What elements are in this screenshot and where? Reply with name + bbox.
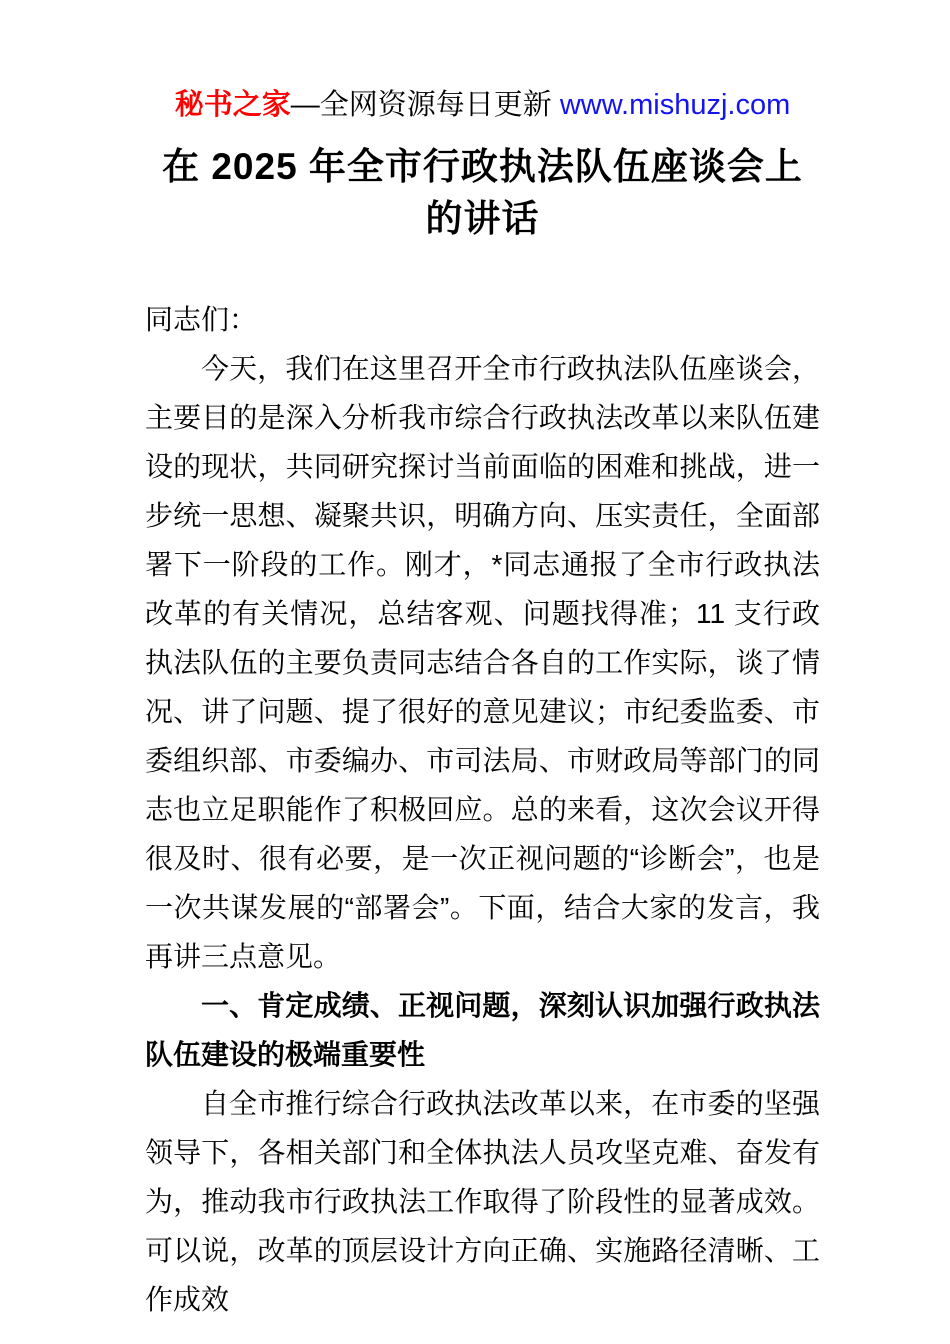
paragraph-body-2: 自全市推行综合行政执法改革以来，在市委的坚强领导下，各相关部门和全体执法人员攻坚克难、奋发有为，推动我市行政执法工作取得了阶段性的显著成效。可以说，改革的顶层设计方向正确、实施路径清晰、工作成效: [145, 1088, 820, 1315]
brand-name: 秘书之家: [174, 89, 291, 121]
site-header: [145, 85, 820, 125]
document-body: [145, 295, 820, 1324]
paragraph-salutation: 同志们：: [145, 304, 258, 335]
section-heading-1: 一、肯定成绩、正视问题，深刻认识加强行政执法队伍建设的极端重要性: [145, 990, 820, 1070]
paragraph-body-1: 今天，我们在这里召开全市行政执法队伍座谈会，主要目的是深入分析我市综合行政执法改革以来队伍建设的现状，共同研究探讨当前面临的困难和挑战，进一步统一思想、凝聚共识，明确方向、压实责任，全面部署下一阶段的工作。刚才，*同志通报了全市行政执法改革的有关情况，总结客观、问题找得准；11 支行政执法队伍的主要负责同志结合各自的工作实际，谈了情况、讲了问题、提了很好的意见建议；市纪委监委、市委组织部、市委编办、市司法局、市财政局等部门的同志也立足职能作了积极回应。总的来看，这次会议开得很及时、很有必要，是一次正视问题的“诊断会”，也是一次共谋发展的“部署会”。下面，结合大家的发言，我再讲三点意见。: [145, 353, 820, 972]
header-tagline: —全网资源每日更新: [290, 89, 560, 121]
site-url-link[interactable]: www.mishuzj.com: [559, 89, 791, 121]
document-title: 在 2025 年全市行政执法队伍座谈会上的讲话: [162, 146, 803, 239]
